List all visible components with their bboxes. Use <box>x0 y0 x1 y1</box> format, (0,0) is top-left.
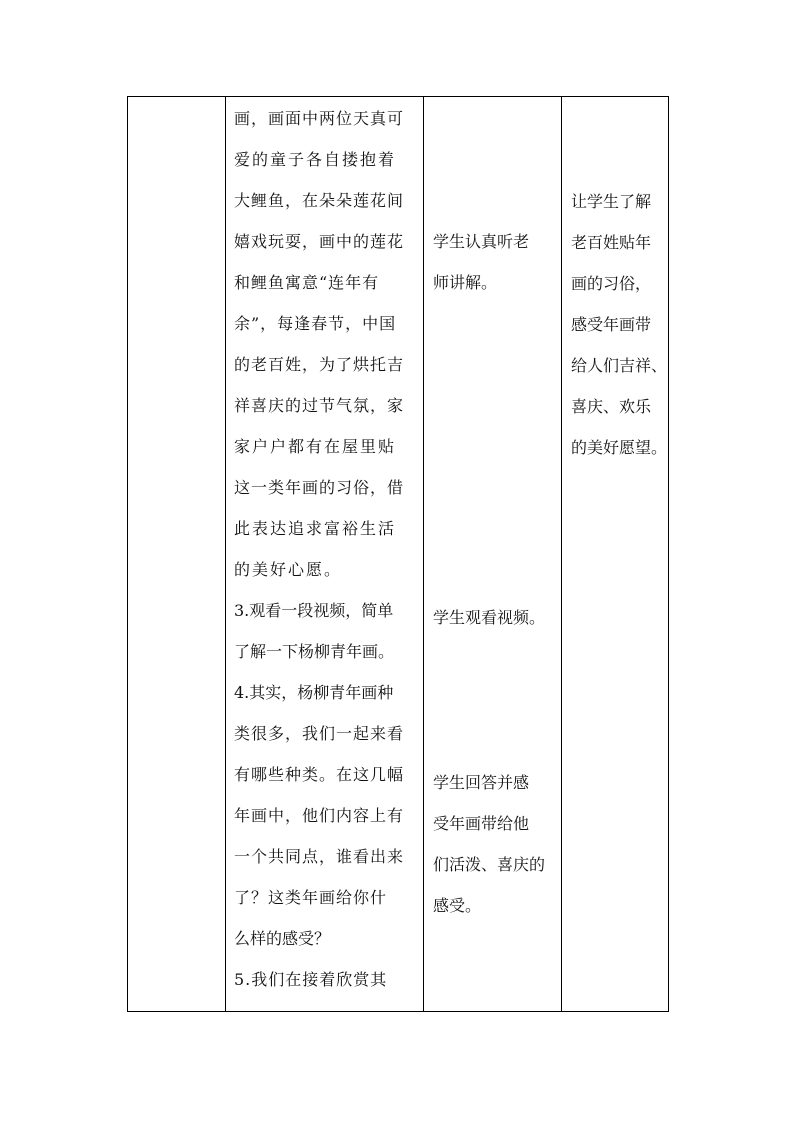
text-line: 老百姓贴年 <box>571 233 652 252</box>
text-line: 余”，每逢春节，中国 <box>234 314 397 333</box>
teacher-activity-cell <box>234 98 420 1000</box>
text-line: 的美好愿望。 <box>571 438 668 457</box>
text-line: 给人们吉祥、 <box>571 356 668 375</box>
column-divider <box>561 97 562 1011</box>
text-line: 师讲解。 <box>433 273 498 292</box>
text-line: 年画中，他们内容上有 <box>234 806 405 825</box>
column-divider <box>423 97 424 1011</box>
design-intent-cell <box>571 181 681 468</box>
text-line: 家户户都有在屋里贴 <box>234 437 397 456</box>
text-line: 的美好心愿。 <box>234 560 343 579</box>
text-line: 爱的童子各自搂抱着 <box>234 150 397 169</box>
text-line: 么样的感受？ <box>234 929 331 948</box>
text-line: 画的习俗， <box>571 274 652 293</box>
text-line: 和鲤鱼寓意“连年有 <box>234 273 380 292</box>
text-line: 此表达追求富裕生活 <box>234 519 397 538</box>
text-line: 学生观看视频。 <box>433 608 546 627</box>
text-line: 了解一下杨柳青年画。 <box>234 642 395 661</box>
text-line: 学生认真听老 <box>433 232 530 251</box>
text-line: 5.我们在接着欣赏其 <box>234 970 388 989</box>
text-line: 有哪些种类。在这几幅 <box>234 765 405 784</box>
text-line: 喜庆、欢乐 <box>571 397 652 416</box>
text-line: 一个共同点，谁看出来 <box>234 847 405 866</box>
text-line: 了？这类年画给你什 <box>234 888 388 907</box>
text-line: 的老百姓，为了烘托吉 <box>234 355 405 374</box>
text-line: 3.观看一段视频，简单 <box>234 601 394 620</box>
text-line: 们活泼、喜庆的 <box>433 855 546 874</box>
text-line: 让学生了解 <box>571 192 652 211</box>
text-line: 感受年画带 <box>571 315 652 334</box>
text-line: 类很多，我们一起来看 <box>234 724 405 743</box>
text-line: 画，画面中两位天真可 <box>234 109 405 128</box>
student-activity-listen <box>433 221 561 303</box>
text-line: 大鲤鱼，在朵朵莲花间 <box>234 191 405 210</box>
lesson-plan-table <box>127 96 669 1012</box>
text-line: 嬉戏玩耍，画中的莲花 <box>234 232 405 251</box>
text-line: 4.其实，杨柳青年画种 <box>234 683 394 702</box>
text-line: 受年画带给他 <box>433 814 530 833</box>
text-line: 感受。 <box>433 896 482 915</box>
text-line: 这一类年画的习俗，借 <box>234 478 405 497</box>
text-line: 祥喜庆的过节气氛，家 <box>234 396 405 415</box>
text-line: 学生回答并感 <box>433 773 530 792</box>
column-divider <box>225 97 226 1011</box>
student-activity-answer <box>433 762 561 926</box>
student-activity-video <box>433 597 561 638</box>
